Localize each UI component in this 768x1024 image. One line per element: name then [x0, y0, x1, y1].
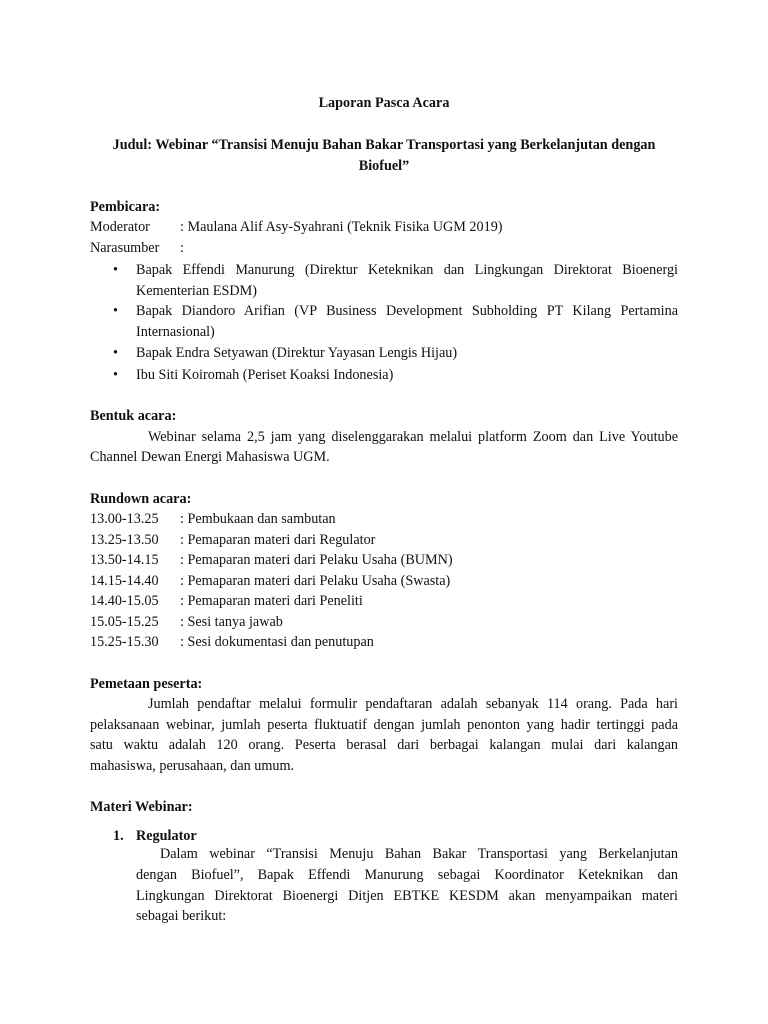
- rundown-time: 14.15-14.40: [90, 573, 159, 589]
- bentuk-line-1: Webinar selama 2,5 jam yang diselenggarakan melalui platform Zoom dan Live Youtube: [148, 429, 678, 445]
- speaker-4-line-1: Ibu Siti Koiromah (Periset Koaksi Indonesia): [136, 367, 394, 383]
- materi-line-4: sebagai berikut:: [136, 908, 227, 924]
- peserta-line-4: mahasiswa, perusahaan, dan umum.: [90, 758, 295, 774]
- rundown-desc: : Pemaparan materi dari Pelaku Usaha (Swasta): [180, 573, 451, 589]
- bentuk-heading: Bentuk acara:: [90, 408, 177, 424]
- narasumber-colon: :: [180, 240, 184, 256]
- materi-item-number: 1.: [113, 828, 124, 844]
- bullet-icon: •: [113, 367, 118, 383]
- rundown-time: 15.05-15.25: [90, 614, 159, 630]
- peserta-line-3: satu waktu adalah 120 orang. Peserta berasal dari berbagai kalangan mulai dari kalangan: [90, 737, 678, 753]
- rundown-time: 14.40-15.05: [90, 593, 159, 609]
- judul-line-1: Judul: Webinar “Transisi Menuju Bahan Bakar Transportasi yang Berkelanjutan dengan: [112, 137, 656, 153]
- speaker-2-line-1: Bapak Diandoro Arifian (VP Business Development Subholding PT Kilang Pertamina: [136, 303, 678, 319]
- speaker-1-line-1: Bapak Effendi Manurung (Direktur Keteknikan dan Lingkungan Direktorat Bioenergi: [136, 262, 678, 278]
- peserta-line-1: Jumlah pendaftar melalui formulir pendaftaran adalah sebanyak 114 orang. Pada hari: [148, 696, 678, 712]
- moderator-value: : Maulana Alif Asy-Syahrani (Teknik Fisika UGM 2019): [180, 219, 503, 235]
- narasumber-label: Narasumber: [90, 240, 160, 256]
- speaker-3-line-1: Bapak Endra Setyawan (Direktur Yayasan Lengis Hijau): [136, 345, 458, 361]
- rundown-desc: : Pembukaan dan sambutan: [180, 511, 336, 527]
- rundown-time: 15.25-15.30: [90, 634, 159, 650]
- moderator-label: Moderator: [90, 219, 150, 235]
- materi-heading: Materi Webinar:: [90, 799, 193, 815]
- rundown-time: 13.50-14.15: [90, 552, 159, 568]
- materi-item-title: Regulator: [136, 828, 197, 844]
- bentuk-line-2: Channel Dewan Energi Mahasiswa UGM.: [90, 449, 330, 465]
- judul-line-2: Biofuel”: [358, 158, 410, 174]
- rundown-desc: : Pemaparan materi dari Peneliti: [180, 593, 363, 609]
- rundown-time: 13.25-13.50: [90, 532, 159, 548]
- peserta-heading: Pemetaan peserta:: [90, 676, 203, 692]
- bullet-icon: •: [113, 262, 118, 278]
- rundown-time: 13.00-13.25: [90, 511, 159, 527]
- rundown-desc: : Pemaparan materi dari Pelaku Usaha (BUMN): [180, 552, 453, 568]
- peserta-line-2: pelaksanaan webinar, jumlah peserta fluktuatif dengan jumlah penonton yang hadir tertinggi pada: [90, 717, 678, 733]
- bullet-icon: •: [113, 303, 118, 319]
- rundown-desc: : Pemaparan materi dari Regulator: [180, 532, 376, 548]
- rundown-desc: : Sesi tanya jawab: [180, 614, 283, 630]
- pembicara-heading: Pembicara:: [90, 199, 161, 215]
- rundown-desc: : Sesi dokumentasi dan penutupan: [180, 634, 374, 650]
- speaker-2-line-2: Internasional): [136, 324, 215, 340]
- rundown-heading: Rundown acara:: [90, 491, 192, 507]
- document-title: Laporan Pasca Acara: [318, 95, 450, 111]
- materi-line-1: Dalam webinar “Transisi Menuju Bahan Bakar Transportasi yang Berkelanjutan: [160, 846, 678, 862]
- speaker-1-line-2: Kementerian ESDM): [136, 283, 257, 299]
- materi-line-2: dengan Biofuel”, Bapak Effendi Manurung sebagai Koordinator Keteknikan dan: [136, 867, 678, 883]
- bullet-icon: •: [113, 345, 118, 361]
- materi-line-3: Lingkungan Direktorat Bioenergi Ditjen EBTKE KESDM akan menyampaikan materi: [136, 888, 678, 904]
